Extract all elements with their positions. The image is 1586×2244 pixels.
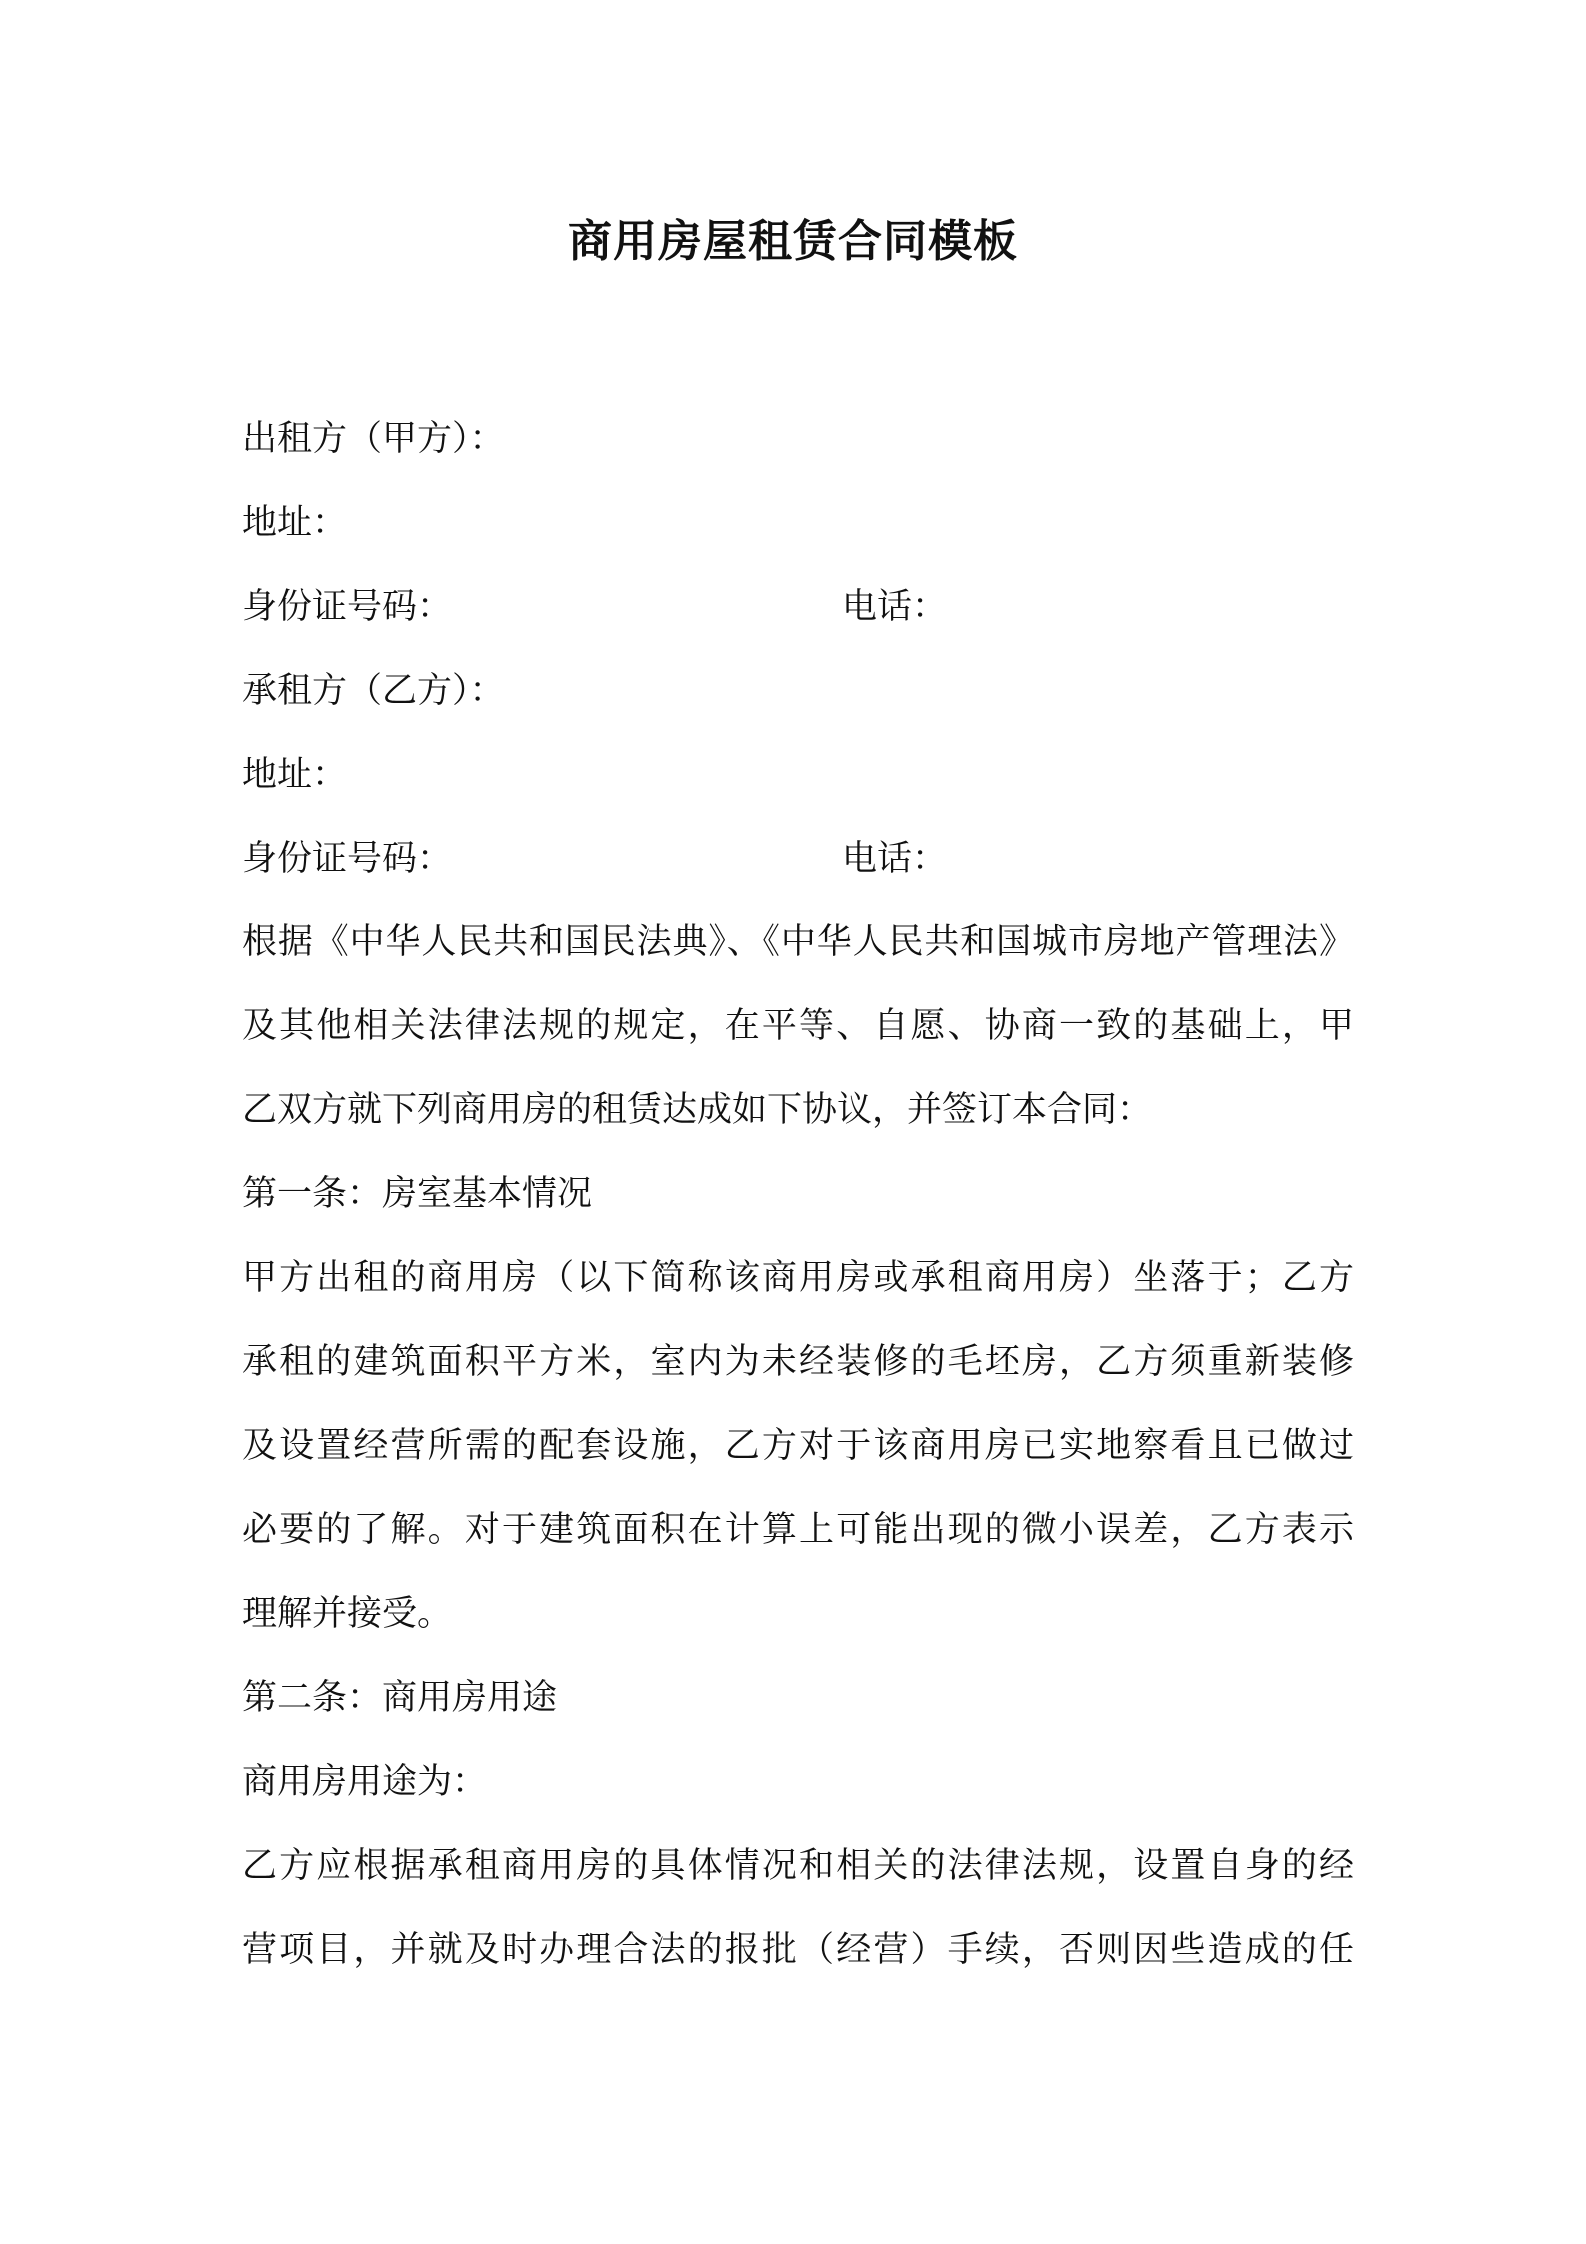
lessor-address-label: 地址：	[242, 503, 348, 543]
lessee-id-label: 身份证号码：	[242, 839, 453, 879]
article1-line: 及设置经营所需的配套设施，乙方对于该商用房已实地察看且已做过	[242, 1426, 1354, 1466]
lessor-label: 出租方（甲方）：	[242, 419, 505, 459]
lessor-id-label: 身份证号码：	[242, 587, 453, 627]
lessee-phone-label: 电话：	[842, 839, 948, 879]
preamble-line: 乙双方就下列商用房的租赁达成如下协议，并签订本合同：	[242, 1090, 1153, 1130]
lessee-address-label: 地址：	[242, 755, 348, 795]
preamble-line: 根据《中华人民共和国民法典》、《中华人民共和国城市房地产管理法》	[242, 922, 1354, 962]
article1-line: 承租的建筑面积平方米，室内为未经装修的毛坯房，乙方须重新装修	[242, 1342, 1354, 1382]
article1-line: 理解并接受。	[242, 1594, 453, 1634]
article1-heading: 第一条：房室基本情况	[242, 1174, 593, 1214]
article2-use-label: 商用房用途为：	[242, 1762, 488, 1802]
lessee-label: 承租方（乙方）：	[242, 671, 505, 711]
lessee-id-row	[242, 833, 948, 885]
article1-line: 甲方出租的商用房（以下简称该商用房或承租商用房）坐落于；乙方	[242, 1258, 1354, 1298]
article1-line: 必要的了解。对于建筑面积在计算上可能出现的微小误差，乙方表示	[242, 1510, 1354, 1550]
article2-line: 乙方应根据承租商用房的具体情况和相关的法律法规，设置自身的经	[242, 1846, 1354, 1886]
lessor-id-row	[242, 581, 948, 633]
article2-heading: 第二条：商用房用途	[242, 1678, 558, 1718]
document-title: 商用房屋租赁合同模板	[568, 216, 1018, 267]
article2-line: 营项目，并就及时办理合法的报批（经营）手续，否则因些造成的任	[242, 1930, 1354, 1970]
preamble-line: 及其他相关法律法规的规定，在平等、自愿、协商一致的基础上，甲	[242, 1006, 1354, 1046]
lessor-phone-label: 电话：	[842, 587, 948, 627]
